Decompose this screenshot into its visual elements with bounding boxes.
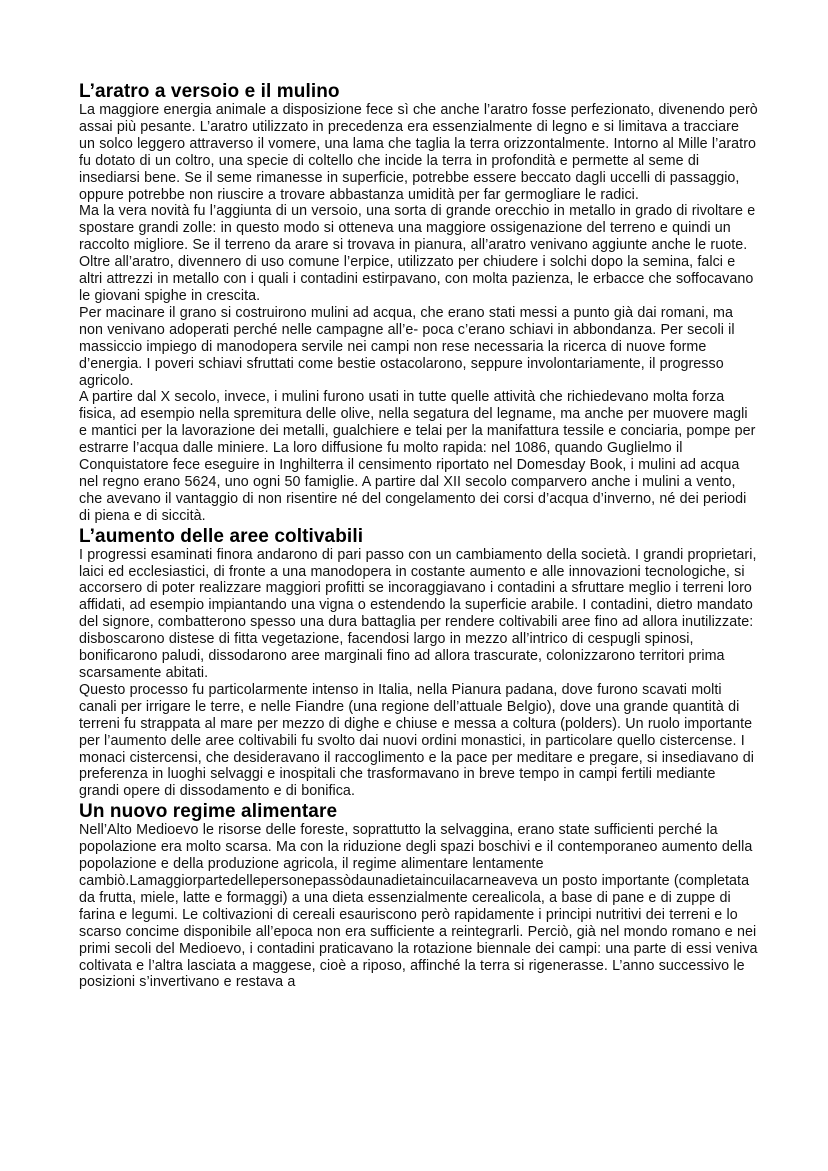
section-regime-alimentare (79, 800, 758, 991)
paragraph: Nell’Alto Medioevo le risorse delle foreste, soprattutto la selvaggina, erano state sufficienti perché la popolazione era molto scarsa. Ma con la riduzione degli spazi boschivi e il contemporaneo aumento della popolazione e della produzione agricola, il regime alimentare lentamente cambiò.Lamaggiorpartedellepersonepassòdaunadietaincuilacarneaveva un posto importante (completata da frutta, miele, latte e formaggi) a una dieta essenzialmente cerealicola, a base di pane e di zuppe di farina e legumi. Le coltivazioni di cereali esauriscono però rapidamente i principi nutritivi dei terreni e lo scarso concime disponibile all’epoca non era sufficiente a reintegrarli. Perciò, già nel mondo romano e nei primi secoli del Medioevo, i contadini praticavano la rotazione biennale dei campi: una parte di essi veniva coltivata e l’altra lasciata a maggese, cioè a riposo, affinché la terra si rigenerasse. L’anno successivo le posizioni s’invertivano e restava a (79, 822, 758, 991)
section-aree-coltivabili (79, 525, 758, 801)
paragraph: Per macinare il grano si costruirono mulini ad acqua, che erano stati messi a punto già dai romani, ma non venivano adoperati perché nelle campagne all’e- poca c’erano schiavi in abbondanza. Per secoli il massiccio impiego di manodopera servile nei campi non rese necessaria la ricerca di nuove forme d’energia. I poveri schiavi sfruttati come bestie ostacolarono, seppure involontariamente, il progresso agricolo. (79, 304, 735, 389)
paragraph: A partire dal X secolo, invece, i mulini furono usati in tutte quelle attività che richiedevano molta forza fisica, ad esempio nella spremitura delle olive, nella segatura del legname, ma anche per muovere magli e mantici per la lavorazione dei metalli, gualchiere e telai per la manifattura tessile e conciaria, pompe per estrarre l’acqua dalle miniere. La loro diffusione fu molto rapida: nel 1086, quando Guglielmo il Conquistatore fece eseguire in Inghilterra il censimento riportato nel Domesday Book, i mulini ad acqua nel regno erano 5624, uno ogni 50 famiglie. A partire dal XII secolo comparvero anche i mulini a vento, che avevano il vantaggio di non risentire né del congelamento dei corsi d’acqua d’inverno, né dei periodi di piena e di siccità. (79, 389, 756, 524)
section-heading: Un nuovo regime alimentare (79, 801, 338, 823)
section-heading: L’aratro a versoio e il mulino (79, 81, 340, 102)
paragraph: La maggiore energia animale a disposizione fece sì che anche l’aratro fosse perfezionato, divenendo però assai più pesante. L’aratro utilizzato in precedenza era essenzialmente di legno e si limitava a tracciare un solco leggero attraverso il vomere, una lama che taglia la terra orizzontalmente. Intorno al Mille l’aratro fu dotato di un coltro, una specie di coltello che incide la terra in profondità e permette al seme di insediarsi bene. Se il seme rimanesse in superficie, potrebbe essere beccato dagli uccelli di passaggio, oppure potrebbe non riuscire a trovare abbastanza umidità per far germogliare le radici. (79, 102, 758, 203)
section-aratro-mulino (79, 80, 758, 525)
paragraph: Oltre all’aratro, divennero di uso comune l’erpice, utilizzato per chiudere i solchi dopo la semina, falci e altri attrezzi in metallo con i quali i contadini estirpavano, con molta pazienza, le erbacce che soffocavano le giovani spighe in crescita. (79, 254, 754, 304)
paragraph: Questo processo fu particolarmente intenso in Italia, nella Pianura padana, dove furono scavati molti canali per irrigare le terre, e nelle Fiandre (una regione dell’attuale Belgio), dove una grande quantità di terreni fu strappata al mare per mezzo di dighe e chiuse e messa a coltura (polders). Un ruolo importante per l’aumento delle aree coltivabili fu svolto dai nuovi ordini monastici, in particolare quello cistercense. I monaci cistercensi, che desideravano il raccoglimento e la pace per meditare e pregare, si insediavano di preferenza in luoghi selvaggi e inospitali che trasformavano in breve tempo in campi fertili mediante grandi opere di dissodamento e di bonifica. (79, 681, 755, 800)
section-heading: L’aumento delle aree coltivabili (79, 525, 364, 547)
paragraph: I progressi esaminati finora andarono di pari passo con un cambiamento della società. I grandi proprietari, laici ed ecclesiastici, di fronte a una manodopera in costante aumento e alle innovazioni tecnologiche, si accorsero di poter realizzare maggiori profitti se incoraggiavano i contadini a sfruttare meglio i terreni loro affidati, ad esempio impiantando una vigna o estendendo la superficie arabile. I contadini, dietro mandato del signore, combatterono spesso una dura battaglia per rendere coltivabili aree fino ad allora inutilizzate: disboscarono distese di fitta vegetazione, facendosi largo in mezzo all’intrico di cespugli spinosi, bonificarono paludi, dissodarono aree marginali fino ad allora trascurate, colonizzarono territori prima scarsamente abitati. (79, 546, 757, 681)
paragraph: Ma la vera novità fu l’aggiunta di un versoio, una sorta di grande orecchio in metallo in grado di rivoltare e spostare grandi zolle: in questo modo si otteneva una maggiore ossigenazione del terreno e quindi un raccolto migliore. Se il terreno da arare si trovava in pianura, all’aratro venivano aggiunte anche le ruote. (79, 203, 756, 254)
